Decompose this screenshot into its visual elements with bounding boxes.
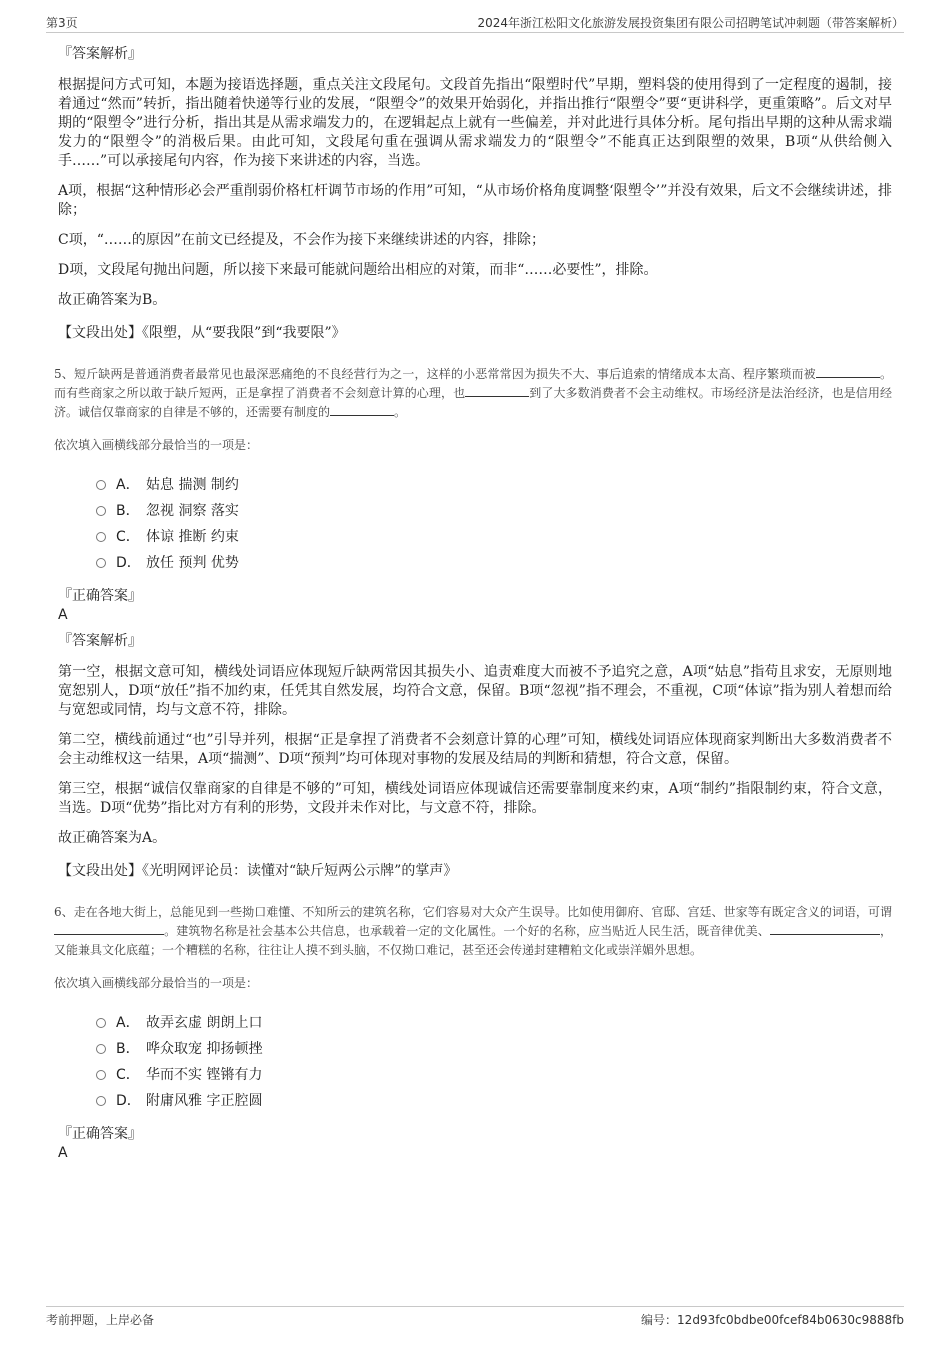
q5-hint: 依次填入画横线部分最恰当的一项是： <box>54 438 259 452</box>
q5-analysis-paragraph: 第三空，根据“诚信仅靠商家的自律是不够的”可知，横线处词语应体现诚信还需要靠制度来约束，A项“制约”指限制约束，符合文意，当选。D项“优势”指比对方有利的形势，文段并未作对比，与文意不符，排除。 <box>58 781 892 816</box>
q5-stem: 5、短斤缺两是普通消费者最常见也最深恶痛绝的不良经营行为之一，这样的小恶常常因为损失不大、事后追索的情绪成本太高、程序繁琐而被 。而有些商家之所以敢于缺斤短两，正是拿捏了消费者不会刻意计算的心理，也 到了大多数消费者不会主动维权。市场经济是法治经济，也是信用经济。诚信仅靠商家的自律是不够的，还需要有制度的 。 <box>54 367 892 419</box>
q4-source: 【文段出处】《限塑，从“要我限”到“我要限”》 <box>58 325 346 341</box>
q6-correct-label: 『正确答案』 <box>58 1126 142 1142</box>
q5-option-a[interactable]: A． 姑息 揣测 制约 <box>96 472 892 498</box>
radio-icon[interactable] <box>96 1096 106 1106</box>
q6-option-d[interactable]: D． 附庸风雅 字正腔圆 <box>96 1088 892 1114</box>
page-header <box>46 14 904 33</box>
q6-options <box>96 1010 892 1114</box>
q6-hint: 依次填入画横线部分最恰当的一项是： <box>54 976 259 990</box>
q6-option-c[interactable]: C． 华而不实 铿锵有力 <box>96 1062 892 1088</box>
fill-blank <box>465 384 529 397</box>
radio-icon[interactable] <box>96 1044 106 1054</box>
radio-icon[interactable] <box>96 1070 106 1080</box>
q5-source: 【文段出处】《光明网评论员：读懂对“缺斤短两公示牌”的掌声》 <box>58 863 458 879</box>
q6-correct-answer: A <box>58 1145 68 1161</box>
q4-analysis-paragraph: D项，文段尾句抛出问题，所以接下来最可能就问题给出相应的对策，而非“……必要性”，排除。 <box>58 262 658 278</box>
radio-icon[interactable] <box>96 480 106 490</box>
q5-options <box>96 472 892 576</box>
radio-icon[interactable] <box>96 532 106 542</box>
page-number: 第3页 <box>46 16 78 30</box>
q5-analysis-paragraph: 第一空，根据文意可知，横线处词语应体现短斤缺两常因其损失小、追责难度大而被不予追究之意，A项“姑息”指苟且求安，无原则地宽恕别人，D项“放任”指不加约束，任凭其自然发展，均符合文意，保留。B项“忽视”指不理会，不重视，C项“体谅”指为别人着想而给与宽恕或同情，均与文意不符，排除。 <box>58 664 892 718</box>
q5-correct-answer: A <box>58 607 68 623</box>
document-id: 编号：12d93fc0bdbe00fcef84b0630c9888fb <box>641 1313 904 1327</box>
q4-analysis-paragraph: A项，根据“这种情形必会严重削弱价格杠杆调节市场的作用”可知，“从市场价格角度调整‘限塑令’”并没有效果，后文不会继续讲述，排除； <box>58 183 892 218</box>
q5-conclusion: 故正确答案为A。 <box>58 830 167 846</box>
q4-analysis-paragraph: C项，“……的原因”在前文已经提及，不会作为接下来继续讲述的内容，排除； <box>58 232 546 248</box>
radio-icon[interactable] <box>96 558 106 568</box>
radio-icon[interactable] <box>96 1018 106 1028</box>
page-footer <box>46 1306 904 1329</box>
q5-analysis-label: 『答案解析』 <box>58 633 142 649</box>
page-content <box>54 44 892 1169</box>
q5-correct-label: 『正确答案』 <box>58 588 142 604</box>
q6-stem: 6、走在各地大街上，总能见到一些拗口难懂、不知所云的建筑名称，它们容易对大众产生误导。比如使用御府、官邸、宫廷、世家等有既定含义的词语，可谓。建筑物名称是社会基本公共信息，也承载着一定的文化属性。一个好的名称，应当贴近人民生活，既音律优美、 ，又能兼具文化底蕴；一个糟糕的名称，往往让人摸不到头脑，不仅拗口难记，甚至还会传递封建糟粕文化或崇洋媚外思想。 <box>54 905 892 957</box>
q5-option-c[interactable]: C． 体谅 推断 约束 <box>96 524 892 550</box>
footer-slogan: 考前押题，上岸必备 <box>46 1313 155 1327</box>
q6-option-b[interactable]: B． 哗众取宠 抑扬顿挫 <box>96 1036 892 1062</box>
q6-option-a[interactable]: A． 故弄玄虚 朗朗上口 <box>96 1010 892 1036</box>
q4-analysis-label: 『答案解析』 <box>58 46 142 62</box>
document-title: 2024年浙江松阳文化旅游发展投资集团有限公司招聘笔试冲刺题（带答案解析） <box>477 16 904 30</box>
fill-blank <box>816 365 880 378</box>
q5-option-b[interactable]: B． 忽视 洞察 落实 <box>96 498 892 524</box>
radio-icon[interactable] <box>96 506 106 516</box>
q4-analysis-paragraph: 根据提问方式可知，本题为接语选择题，重点关注文段尾句。文段首先指出“限塑时代”早期，塑料袋的使用得到了一定程度的遏制，接着通过“然而”转折，指出随着快递等行业的发展，“限塑令”的效果开始弱化，并指出推行“限塑令”要“更讲科学，更重策略”。后文对早期的“限塑令”进行分析，指出其是从需求端发力的，在逻辑起点上就有一些偏差，并对此进行具体分析。尾句指出早期的这种从需求端发力的“限塑令”的消极后果。由此可知，文段尾句重在强调从需求端发力的“限塑令”不能真正达到限塑的效果，B项“从供给侧入手……”可以承接尾句内容，作为接下来讲述的内容，当选。 <box>58 77 892 169</box>
q4-conclusion: 故正确答案为B。 <box>58 292 167 308</box>
q5-analysis-paragraph: 第二空，横线前通过“也”引导并列，根据“正是拿捏了消费者不会刻意计算的心理”可知，横线处词语应体现商家判断出大多数消费者不会主动维权这一结果，A项“揣测”、D项“预判”均可体现对事物的发展及结局的判断和猜想，符合文意，保留。 <box>58 732 892 767</box>
q5-option-d[interactable]: D． 放任 预判 优势 <box>96 550 892 576</box>
fill-blank <box>54 922 164 935</box>
fill-blank <box>770 922 880 935</box>
fill-blank <box>330 403 394 416</box>
